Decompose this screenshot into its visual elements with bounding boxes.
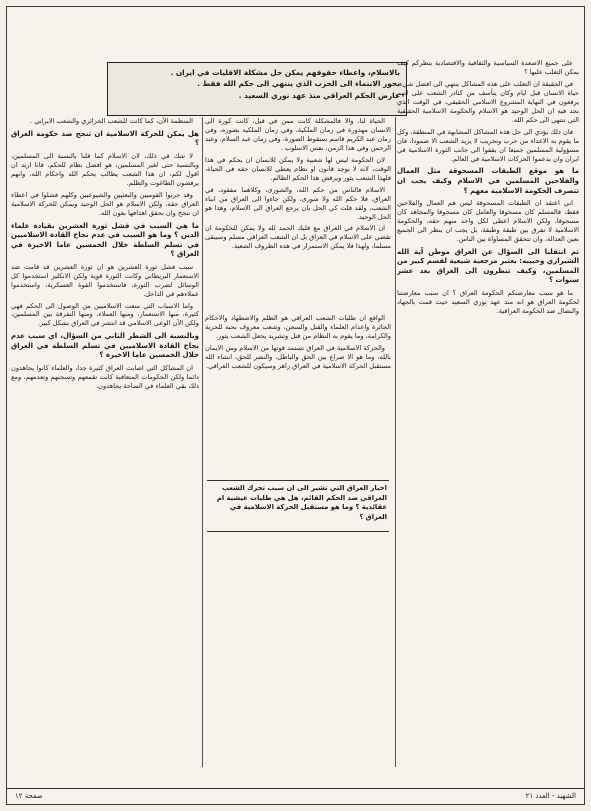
paragraph: اني اعتقد ان الطبقات المسحوقة ليس هم العمال والفلاحين فقط، فالمسلم كان مسحوقا والعامل كان مسحوقا والمجاهد كان مسحوقا، ولكن الاسلام اعطى لكل واحد منهم حقه، والحكومة الاسلامية لا تفرق بين طبقة وطبقة، بل يجب ان ينظر الى الجميع بعين العدالة، وان تتحقق المساواة بين الناس. — [397, 199, 579, 243]
paragraph: في الحقيقة ان التغلب على هذه المشاكل ينتهي الى افضل شيء، حياة الانسان قبل ايام وكان يتأسف من كثادر الشعب على اتهم يرفعون في النهاية المشروع الاسلامي الحقيقي، في الوقت الذي نجد فيه ان الحل الوحيد هو الاسلام والحكومة الاسلامية الحقيقية التي تنتهي الى حكم الله. — [397, 79, 579, 124]
question: ما هي السبب في فشل ثورة العشرين بقيادة علماء الدين ؟ وما هو السبب في عدم نجاح القادة الاسلاميين في تسلم السلطة خلال الخمسين عاما الاخيرة في العراق ؟ — [11, 221, 199, 259]
paragraph: الاسلام فالناس من حكم الله، والشورى، وكلاهما مفقود، في العراق، فلا حكم الله ولا شورى، ولكن جاءوا الى العراق من ابناء الشعب، ولقد قلت كي الحل بان يرجع العراق الى الاسلام، وهذا هو الحل الوحيد. — [205, 185, 391, 221]
highlight-line: بالاسلام، واعطاء حقوقهم يمكن حل مشكلة الاقليات في ايران . — [170, 68, 400, 77]
paragraph: وقد جربوا القوميين والبعثيين والشيوعيين وكلهم فشلوا في اعطاء العراق حقه، ولكن الاسلام هو الحل الوحيد ويمكن للحركة الاسلامية ان تنجح وان تحقق اهدافها بعون الله. — [11, 190, 199, 217]
column-divider — [202, 117, 203, 767]
highlight-line: بحور الانتماء الى الحزب الذي ينتهي الى حكم الله فقط . — [197, 79, 400, 89]
paragraph: على جميع الاصعدة السياسية والثقافية والاقتصادية بنظركم كيف يمكن التغلب عليها ؟ — [397, 59, 579, 76]
paragraph: ان الاسلام في العراق مع قلبك الحمد لله ولا يمكن للحكومة ان تقضي على الاسلام في العراق بل ان الشعب العراقي مسلم وسيبقى مسلما، ولهذا فلا يمكن الاستمرار في هذه الظروف الصعبة. — [205, 224, 391, 251]
paragraph: لان الحكومة ليس لها شعبية ولا يمكن للانسان ان يحكم في هذا الوقت، لانه لا يوجد قانون او نظام يعطي للانسان حقه في الحياة، فلهذا الشعب يثور ويرفض هذا الحكم الظالم. — [205, 155, 391, 182]
paragraph: ما هو سبب معارضتكم الحكومة العراق ؟ ان سبب معارضتنا لحكومة العراق هو انه منذ عهد نوري السعيد حيث قمت بالجهاد والنضال ضد الحكومة العراقية. — [397, 288, 579, 315]
paragraph: لا شك في ذلك، لان الاسلام كما قلنا بالنسبة الى المسلمين، وبالنسبة حتى لغير المسلمين، هو افضل نظام للحكم، فانا اريد ان اقول لكم، ان هذا الشعب يطالب بحكم الله واحكام الله، وانهم يرفضون الطاغوت والظلم. — [11, 151, 199, 187]
highlight-box — [107, 62, 407, 116]
question: ثم انتقلنا الى السؤال عن العراق موطن آية الله الشيرازي وحبيبه: يعتبر مرجعية شيعية لقسم كبير من المسلمين، وكيف تنظرون الى العراق بعد عشر سنوات ؟ — [397, 247, 579, 285]
page-footer — [7, 788, 584, 804]
magazine-page — [6, 6, 585, 805]
paragraph: الواقع ان طلبات الشعب العراقي هو الظلم والاضطهاد والاحكام الجائرة واعدام العلماء والقتل والسجن، وشعب معروف بحبه للحرية والكرامة، وما يقوم به النظام من قتل وتشريد يجعل الشعب يثور. — [205, 314, 391, 341]
highlight-line: عارض الحكم العراقي منذ عهد نوري السعيد . — [238, 90, 400, 100]
question-box: اخبار العراق التي تشير الى ان سبب تحرك الشعب العراقي ضد الحكم القائم، هل هي طلبات عيشية ام عقائدية ؟ وما هو مستقبل الحركة الاسلامية في العراق ؟ — [207, 480, 389, 532]
paragraph: والحركة الاسلامية في العراق تستمد قوتها من الاسلام ومن الايمان بالله، وما هو الا صراع بين الحق والباطل، والنصر للحق، انشاء الله مستقبل الحركة الاسلامية في العراق زاهر وسيكون للشعب العراقي. — [205, 344, 391, 371]
question: وبالنسبة الى الشطر الثاني من السؤال، اي سبب عدم نجاح القادة الاسلاميين في تسلم السلطة في العراق خلال الخمسين عاما الاخيرة ؟ — [11, 332, 199, 360]
left-column — [11, 117, 199, 773]
column-divider — [395, 117, 396, 767]
middle-column — [205, 117, 391, 773]
issue-label: الشهيد - العدد ٢١ — [525, 792, 576, 800]
question: ما هو موقع الطبقات المسحوقة مثل العمال والفلاحين المسلمين في الاسلام وكيف يجب ان تتصرف الحكومة الاسلامية معهم ؟ — [397, 167, 579, 195]
paragraph: المنظمة الآن، كما كانت للشعب الجزائري والشعب الايراني . — [30, 117, 193, 125]
paragraph: سبب فشل ثورة العشرين هو ان ثورة العشرين قد قامت ضد الاستعمار البريطاني وكانت الثورة قوية ولكن الانكليز استخدموا كل الوسائل لضرب الثورة، فاستخدموا القوة العسكرية، واستخدموا عملاءهم في الداخل. — [11, 262, 199, 298]
page-number: صفحة ١٢ — [15, 792, 43, 800]
paragraph: فان ذلك يؤدي الى حل هذه المشاكل المشابهة في المنطقة، وكل ما يقوم به الاعداء من حرب وتخريب لا يزيد الشعب الا صمودا، فان مسؤولية المسلمين جميعا ان يقفوا الى جانب الثورة الاسلامية في ايران وان يدعموا الحركات الاسلامية في العالم. — [397, 127, 579, 163]
paragraph: ان المشاكل التي اصابت العراق كثيرة جدا، والعلماء كانوا يجاهدون دائما ولكن الحكومات المتعاقبة كانت تقمعهم وتسجنهم وتعدمهم، ومع ذلك بقي العلماء في الساحة يجاهدون. — [11, 363, 199, 390]
paragraph: الحياة لنا، والا فالمشكلة كانت ممن في قبل، كانت كورة الى الانسان مهدورة في زمان الملكية، وفي زمان الملكيه بصوره، وفي زمان عبد الكريم قاسم بسقوط الصورة، وفي زمان عبد السلام، وعبد الرحمن وفي هذا الزمن، نفس الاسلوب . — [205, 117, 391, 152]
question: هل يمكن للحركة الاسلامية ان تنجح ضد حكومة العراق ؟ — [11, 129, 199, 148]
paragraph: واما الاسباب التي منعت الاسلاميين من الوصول الى الحكم فهي كثيرة، منها الاستعمار، ومنها العملاء، ومنها التفرقة بين المسلمين، ولكن الآن الوعي الاسلامي قد انتشر في العراق بشكل كبير. — [11, 301, 199, 328]
right-column — [397, 59, 579, 773]
